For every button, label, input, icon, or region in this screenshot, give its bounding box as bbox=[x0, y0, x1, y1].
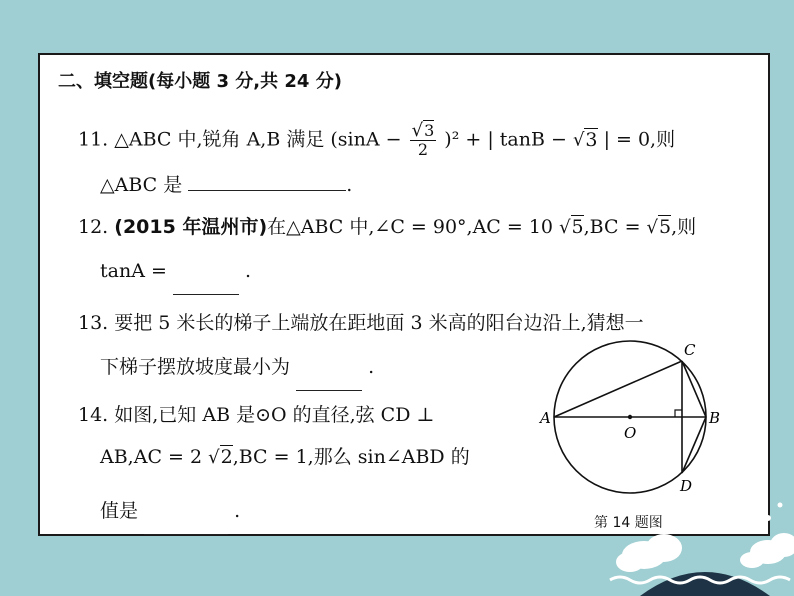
sqrt-3: 3 bbox=[585, 128, 598, 151]
label-o: O bbox=[624, 424, 637, 442]
q11-text-a: △ABC 中,锐角 A,B 满足 (sinA − bbox=[114, 128, 402, 151]
sqrt-5: 5 bbox=[659, 216, 672, 238]
q12-text-b: ,BC = bbox=[583, 216, 641, 238]
question-14-line2: AB,AC = 2 √2,BC = 1,那么 sin∠ABD 的 bbox=[100, 446, 470, 468]
period: . bbox=[244, 260, 252, 282]
question-11-line1: 11. △ABC 中,锐角 A,B 满足 (sinA − $\frac{√3}{2}$ )² + | tanB − √3 | = 0,则 bbox=[78, 120, 676, 159]
question-number: 11. bbox=[78, 128, 109, 151]
q11-line2-text: △ABC 是 bbox=[100, 174, 183, 196]
q11-text-b: )² + | tanB − bbox=[444, 128, 567, 151]
figure-caption: 第 14 题图 bbox=[594, 515, 663, 531]
q14-line3-text: 值是 bbox=[100, 500, 139, 522]
label-d: D bbox=[680, 477, 693, 495]
q12-line2-text: tanA = bbox=[100, 260, 167, 282]
q12-text-c: ,则 bbox=[671, 216, 697, 238]
q12-text-a: 在△ABC 中,∠C = 90°,AC = 10 bbox=[267, 216, 554, 238]
sqrt-2: 2 bbox=[220, 446, 233, 468]
fraction-numerator: 3 bbox=[424, 121, 435, 140]
period: . bbox=[234, 500, 241, 522]
section-heading: 二、填空题(每小题 3 分,共 24 分) bbox=[58, 71, 342, 92]
cloud-left bbox=[616, 534, 682, 572]
period: . bbox=[368, 356, 375, 378]
question-source: (2015 年温州市) bbox=[114, 216, 268, 238]
q14-text-b: AB,AC = 2 bbox=[100, 446, 203, 468]
question-number: 12. bbox=[78, 216, 109, 238]
period: . bbox=[346, 174, 353, 196]
question-number: 14. bbox=[78, 404, 109, 426]
fraction-denominator: 2 bbox=[417, 140, 428, 159]
q11-text-c: | = 0,则 bbox=[603, 128, 676, 151]
sqrt-5: 5 bbox=[571, 216, 584, 238]
sparkle-dots bbox=[739, 497, 783, 523]
q13-line2-text: 下梯子摆放坡度最小为 bbox=[100, 356, 291, 378]
q13-text-a: 要把 5 米长的梯子上端放在距地面 3 米高的阳台边沿上,猜想一 bbox=[114, 312, 644, 334]
label-c: C bbox=[684, 341, 696, 359]
label-b: B bbox=[709, 409, 721, 427]
fraction-sqrt3-over-2: $\frac{√3}{2}$ bbox=[411, 120, 435, 159]
question-12-line1: 12. (2015 年温州市)在△ABC 中,∠C = 90°,AC = 10 √5,BC = √5,则 bbox=[78, 216, 697, 238]
question-number: 13. bbox=[78, 312, 109, 334]
label-a: A bbox=[540, 409, 551, 427]
q14-text-c: ,BC = 1,那么 sin∠ABD 的 bbox=[232, 446, 470, 468]
cloud-right bbox=[740, 533, 794, 568]
q14-text-a: 如图,已知 AB 是⊙O 的直径,弦 CD ⊥ bbox=[114, 404, 435, 426]
